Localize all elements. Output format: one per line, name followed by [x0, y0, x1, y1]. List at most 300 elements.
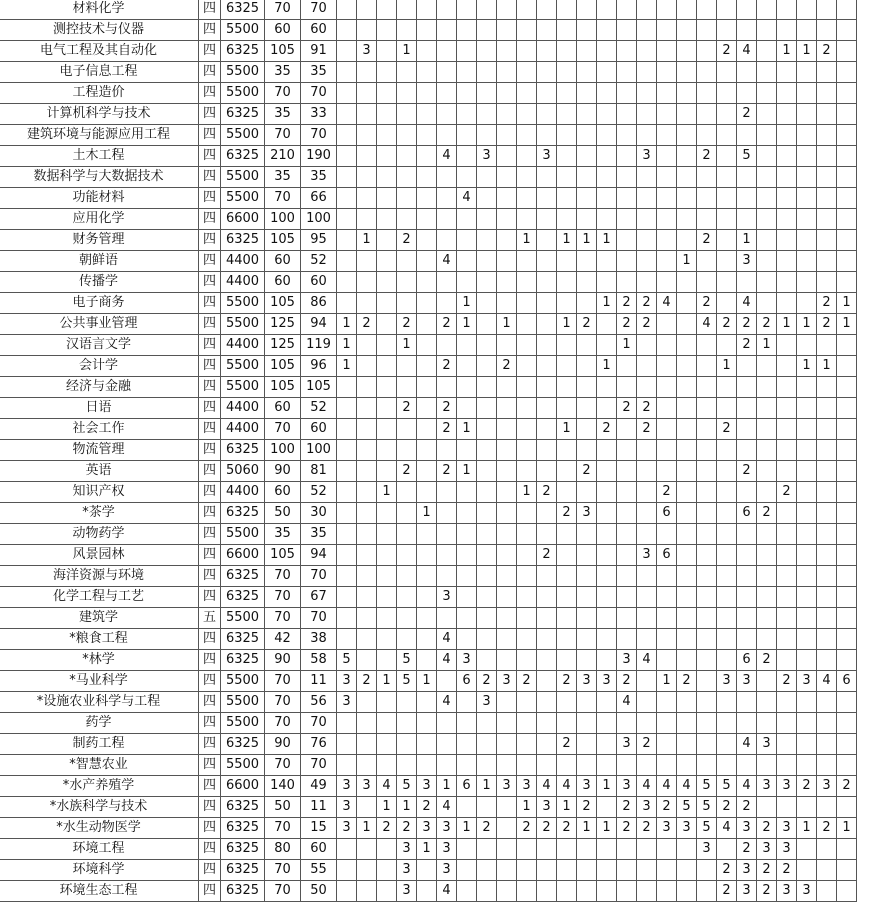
- grid-cell: 2: [717, 860, 737, 881]
- years-cell: 四: [199, 587, 221, 608]
- admit-count-cell: 70: [301, 608, 337, 629]
- grid-cell: [757, 440, 777, 461]
- grid-cell: [697, 713, 717, 734]
- admit-count-cell: 38: [301, 629, 337, 650]
- grid-cell: [457, 41, 477, 62]
- grid-cell: 6: [737, 650, 757, 671]
- grid-cell: [417, 188, 437, 209]
- grid-cell: [417, 566, 437, 587]
- grid-cell: [657, 587, 677, 608]
- grid-cell: 2: [517, 818, 537, 839]
- grid-cell: [537, 188, 557, 209]
- grid-cell: 2: [397, 398, 417, 419]
- grid-cell: [437, 734, 457, 755]
- grid-cell: [757, 398, 777, 419]
- grid-cell: [577, 377, 597, 398]
- grid-cell: [357, 524, 377, 545]
- grid-cell: [377, 104, 397, 125]
- grid-cell: [657, 860, 677, 881]
- admit-count-cell: 58: [301, 650, 337, 671]
- grid-cell: [757, 167, 777, 188]
- grid-cell: [657, 461, 677, 482]
- grid-cell: [817, 83, 837, 104]
- grid-cell: 2: [637, 419, 657, 440]
- fee-cell: 5500: [221, 692, 265, 713]
- grid-cell: [377, 566, 397, 587]
- grid-cell: [717, 104, 737, 125]
- major-name-cell: 药学: [0, 713, 199, 734]
- grid-cell: [337, 524, 357, 545]
- grid-cell: [737, 692, 757, 713]
- grid-cell: [737, 608, 757, 629]
- plan-count-cell: 100: [265, 440, 301, 461]
- grid-cell: [557, 545, 577, 566]
- plan-count-cell: 70: [265, 83, 301, 104]
- grid-cell: [377, 629, 397, 650]
- table-row: [0, 83, 857, 104]
- grid-cell: 1: [457, 461, 477, 482]
- grid-cell: [697, 188, 717, 209]
- grid-cell: [577, 41, 597, 62]
- grid-cell: [357, 293, 377, 314]
- grid-cell: [477, 503, 497, 524]
- grid-cell: [717, 377, 737, 398]
- grid-cell: [777, 419, 797, 440]
- grid-cell: [397, 566, 417, 587]
- grid-cell: [757, 188, 777, 209]
- grid-cell: [477, 377, 497, 398]
- grid-cell: [497, 419, 517, 440]
- major-name-cell: 计算机科学与技术: [0, 104, 199, 125]
- grid-cell: [337, 251, 357, 272]
- grid-cell: [357, 20, 377, 41]
- grid-cell: [497, 482, 517, 503]
- grid-cell: [657, 881, 677, 902]
- grid-cell: 1: [777, 41, 797, 62]
- grid-cell: 2: [537, 482, 557, 503]
- grid-cell: [577, 293, 597, 314]
- admit-count-cell: 49: [301, 776, 337, 797]
- grid-cell: [497, 188, 517, 209]
- grid-cell: [617, 545, 637, 566]
- grid-cell: 2: [777, 860, 797, 881]
- grid-cell: [837, 125, 857, 146]
- grid-cell: 2: [757, 860, 777, 881]
- grid-cell: [337, 125, 357, 146]
- grid-cell: [637, 356, 657, 377]
- grid-cell: [337, 461, 357, 482]
- grid-cell: [657, 650, 677, 671]
- grid-cell: [817, 62, 837, 83]
- grid-cell: [697, 419, 717, 440]
- grid-cell: [477, 398, 497, 419]
- grid-cell: 1: [497, 314, 517, 335]
- grid-cell: [337, 608, 357, 629]
- grid-cell: [697, 335, 717, 356]
- grid-cell: [337, 146, 357, 167]
- grid-cell: [337, 62, 357, 83]
- grid-cell: [357, 608, 377, 629]
- grid-cell: 4: [377, 776, 397, 797]
- grid-cell: 2: [437, 398, 457, 419]
- grid-cell: [717, 230, 737, 251]
- grid-cell: [817, 398, 837, 419]
- admit-count-cell: 76: [301, 734, 337, 755]
- grid-cell: [497, 62, 517, 83]
- grid-cell: 3: [397, 881, 417, 902]
- grid-cell: [417, 587, 437, 608]
- admit-count-cell: 91: [301, 41, 337, 62]
- grid-cell: [537, 104, 557, 125]
- grid-cell: [797, 860, 817, 881]
- grid-cell: 2: [777, 482, 797, 503]
- fee-cell: 5500: [221, 62, 265, 83]
- grid-cell: [517, 272, 537, 293]
- grid-cell: [697, 671, 717, 692]
- grid-cell: [357, 650, 377, 671]
- admit-count-cell: 70: [301, 755, 337, 776]
- grid-cell: [437, 209, 457, 230]
- grid-cell: [337, 860, 357, 881]
- table-row: [0, 398, 857, 419]
- grid-cell: 1: [717, 356, 737, 377]
- grid-cell: [497, 755, 517, 776]
- grid-cell: [657, 188, 677, 209]
- grid-cell: [677, 41, 697, 62]
- grid-cell: [397, 545, 417, 566]
- grid-cell: [777, 20, 797, 41]
- grid-cell: 3: [797, 671, 817, 692]
- grid-cell: [777, 230, 797, 251]
- grid-cell: 1: [437, 776, 457, 797]
- grid-cell: [697, 167, 717, 188]
- grid-cell: [537, 20, 557, 41]
- grid-cell: [517, 881, 537, 902]
- fee-cell: 5500: [221, 125, 265, 146]
- grid-cell: [557, 566, 577, 587]
- grid-cell: [557, 650, 577, 671]
- plan-count-cell: 105: [265, 293, 301, 314]
- grid-cell: [717, 713, 737, 734]
- grid-cell: 2: [397, 818, 417, 839]
- grid-cell: [837, 356, 857, 377]
- table-row: [0, 860, 857, 881]
- grid-cell: [797, 335, 817, 356]
- grid-cell: [697, 629, 717, 650]
- grid-cell: [597, 608, 617, 629]
- grid-cell: 6: [737, 503, 757, 524]
- grid-cell: [377, 545, 397, 566]
- grid-cell: [417, 419, 437, 440]
- grid-cell: [817, 272, 837, 293]
- grid-cell: [637, 692, 657, 713]
- grid-cell: [337, 188, 357, 209]
- years-cell: 四: [199, 251, 221, 272]
- grid-cell: [737, 629, 757, 650]
- grid-cell: 3: [437, 587, 457, 608]
- grid-cell: [777, 587, 797, 608]
- grid-cell: [357, 839, 377, 860]
- grid-cell: [677, 419, 697, 440]
- fee-cell: 6325: [221, 503, 265, 524]
- grid-cell: [757, 230, 777, 251]
- years-cell: 四: [199, 20, 221, 41]
- grid-cell: 2: [697, 293, 717, 314]
- grid-cell: [837, 587, 857, 608]
- grid-cell: 6: [457, 671, 477, 692]
- grid-cell: 1: [797, 818, 817, 839]
- table-row: [0, 377, 857, 398]
- grid-cell: [777, 734, 797, 755]
- grid-cell: [637, 461, 657, 482]
- grid-cell: [817, 629, 837, 650]
- grid-cell: [357, 272, 377, 293]
- grid-cell: [677, 0, 697, 20]
- grid-cell: [617, 146, 637, 167]
- plan-count-cell: 140: [265, 776, 301, 797]
- grid-cell: 2: [797, 776, 817, 797]
- grid-cell: [737, 566, 757, 587]
- grid-cell: 2: [637, 398, 657, 419]
- grid-cell: [777, 293, 797, 314]
- grid-cell: [537, 41, 557, 62]
- plan-count-cell: 90: [265, 461, 301, 482]
- grid-cell: [597, 167, 617, 188]
- grid-cell: 3: [397, 839, 417, 860]
- grid-cell: [817, 839, 837, 860]
- grid-cell: [717, 839, 737, 860]
- grid-cell: [637, 860, 657, 881]
- grid-cell: 1: [557, 314, 577, 335]
- fee-cell: 6325: [221, 650, 265, 671]
- grid-cell: [337, 167, 357, 188]
- grid-cell: [617, 587, 637, 608]
- grid-cell: 4: [637, 776, 657, 797]
- grid-cell: [537, 650, 557, 671]
- grid-cell: [797, 167, 817, 188]
- grid-cell: [777, 755, 797, 776]
- grid-cell: [557, 608, 577, 629]
- grid-cell: [617, 167, 637, 188]
- grid-cell: 2: [477, 818, 497, 839]
- grid-cell: [797, 440, 817, 461]
- grid-cell: [717, 755, 737, 776]
- grid-cell: [597, 125, 617, 146]
- plan-count-cell: 70: [265, 671, 301, 692]
- grid-cell: [697, 587, 717, 608]
- grid-cell: [677, 230, 697, 251]
- grid-cell: [657, 692, 677, 713]
- admit-count-cell: 60: [301, 419, 337, 440]
- years-cell: 四: [199, 545, 221, 566]
- grid-cell: [717, 146, 737, 167]
- table-row: [0, 440, 857, 461]
- grid-cell: [537, 839, 557, 860]
- admit-count-cell: 52: [301, 251, 337, 272]
- grid-cell: [537, 62, 557, 83]
- grid-cell: [397, 503, 417, 524]
- grid-cell: [517, 860, 537, 881]
- grid-cell: [737, 188, 757, 209]
- grid-cell: [677, 167, 697, 188]
- grid-cell: [697, 104, 717, 125]
- grid-cell: [657, 209, 677, 230]
- grid-cell: [477, 41, 497, 62]
- grid-cell: [417, 692, 437, 713]
- grid-cell: [357, 545, 377, 566]
- grid-cell: [497, 0, 517, 20]
- grid-cell: [517, 293, 537, 314]
- grid-cell: [637, 671, 657, 692]
- grid-cell: [817, 860, 837, 881]
- grid-cell: [837, 482, 857, 503]
- grid-cell: [757, 692, 777, 713]
- grid-cell: [457, 272, 477, 293]
- years-cell: 四: [199, 314, 221, 335]
- major-name-cell: 朝鲜语: [0, 251, 199, 272]
- grid-cell: [717, 20, 737, 41]
- grid-cell: [697, 440, 717, 461]
- grid-cell: [417, 335, 437, 356]
- grid-cell: [657, 167, 677, 188]
- fee-cell: 6325: [221, 41, 265, 62]
- grid-cell: [637, 251, 657, 272]
- grid-cell: [337, 839, 357, 860]
- plan-count-cell: 42: [265, 629, 301, 650]
- grid-cell: [717, 251, 737, 272]
- grid-cell: [537, 860, 557, 881]
- grid-cell: 2: [717, 314, 737, 335]
- grid-cell: [617, 860, 637, 881]
- grid-cell: [717, 272, 737, 293]
- grid-cell: [337, 566, 357, 587]
- admit-count-cell: 70: [301, 713, 337, 734]
- grid-cell: [717, 503, 737, 524]
- grid-cell: [417, 881, 437, 902]
- grid-cell: [797, 188, 817, 209]
- fee-cell: 6325: [221, 0, 265, 20]
- table-row: [0, 692, 857, 713]
- grid-cell: [737, 377, 757, 398]
- grid-cell: [497, 608, 517, 629]
- grid-cell: [817, 608, 837, 629]
- grid-cell: 1: [417, 671, 437, 692]
- grid-cell: 3: [777, 818, 797, 839]
- grid-cell: [817, 587, 837, 608]
- grid-cell: [517, 356, 537, 377]
- grid-cell: [437, 83, 457, 104]
- grid-cell: [677, 461, 697, 482]
- grid-cell: [457, 230, 477, 251]
- grid-cell: [837, 692, 857, 713]
- grid-cell: 2: [697, 146, 717, 167]
- grid-cell: [837, 650, 857, 671]
- grid-cell: [497, 860, 517, 881]
- grid-cell: 1: [737, 230, 757, 251]
- grid-cell: [557, 146, 577, 167]
- admit-count-cell: 96: [301, 356, 337, 377]
- grid-cell: [517, 314, 537, 335]
- years-cell: 四: [199, 503, 221, 524]
- grid-cell: [537, 755, 557, 776]
- grid-cell: [497, 713, 517, 734]
- grid-cell: 3: [757, 776, 777, 797]
- fee-cell: 6325: [221, 440, 265, 461]
- years-cell: 四: [199, 419, 221, 440]
- grid-cell: [697, 734, 717, 755]
- grid-cell: 4: [697, 314, 717, 335]
- grid-cell: [597, 755, 617, 776]
- grid-cell: [677, 356, 697, 377]
- grid-cell: [777, 335, 797, 356]
- grid-cell: [817, 251, 837, 272]
- grid-cell: [837, 755, 857, 776]
- grid-cell: [657, 0, 677, 20]
- grid-cell: [737, 482, 757, 503]
- table-row: [0, 62, 857, 83]
- grid-cell: [497, 167, 517, 188]
- grid-cell: [577, 20, 597, 41]
- grid-cell: [577, 860, 597, 881]
- grid-cell: [377, 0, 397, 20]
- grid-cell: [537, 293, 557, 314]
- major-name-cell: *水族科学与技术: [0, 797, 199, 818]
- grid-cell: [797, 272, 817, 293]
- grid-cell: [717, 650, 737, 671]
- grid-cell: 2: [817, 314, 837, 335]
- grid-cell: 2: [497, 356, 517, 377]
- grid-cell: [597, 881, 617, 902]
- grid-cell: 2: [357, 314, 377, 335]
- admit-count-cell: 60: [301, 20, 337, 41]
- grid-cell: [357, 188, 377, 209]
- grid-cell: 1: [577, 818, 597, 839]
- fee-cell: 6325: [221, 860, 265, 881]
- grid-cell: [677, 146, 697, 167]
- grid-cell: [617, 62, 637, 83]
- grid-cell: 2: [757, 818, 777, 839]
- grid-cell: [537, 314, 557, 335]
- grid-cell: [697, 356, 717, 377]
- years-cell: 四: [199, 398, 221, 419]
- years-cell: 四: [199, 839, 221, 860]
- grid-cell: 3: [337, 818, 357, 839]
- grid-cell: [817, 713, 837, 734]
- grid-cell: [617, 20, 637, 41]
- grid-cell: [837, 272, 857, 293]
- grid-cell: [537, 398, 557, 419]
- grid-cell: [597, 20, 617, 41]
- table-row: [0, 293, 857, 314]
- grid-cell: [417, 524, 437, 545]
- grid-cell: [677, 104, 697, 125]
- grid-cell: [817, 125, 837, 146]
- grid-cell: [697, 125, 717, 146]
- grid-cell: [397, 0, 417, 20]
- grid-cell: [417, 0, 437, 20]
- grid-cell: [737, 167, 757, 188]
- table-row: [0, 314, 857, 335]
- grid-cell: 2: [557, 818, 577, 839]
- grid-cell: [797, 293, 817, 314]
- grid-cell: 5: [697, 797, 717, 818]
- table-row: [0, 125, 857, 146]
- grid-cell: 2: [517, 671, 537, 692]
- grid-cell: [417, 20, 437, 41]
- major-name-cell: 建筑环境与能源应用工程: [0, 125, 199, 146]
- grid-cell: [617, 356, 637, 377]
- grid-cell: [797, 503, 817, 524]
